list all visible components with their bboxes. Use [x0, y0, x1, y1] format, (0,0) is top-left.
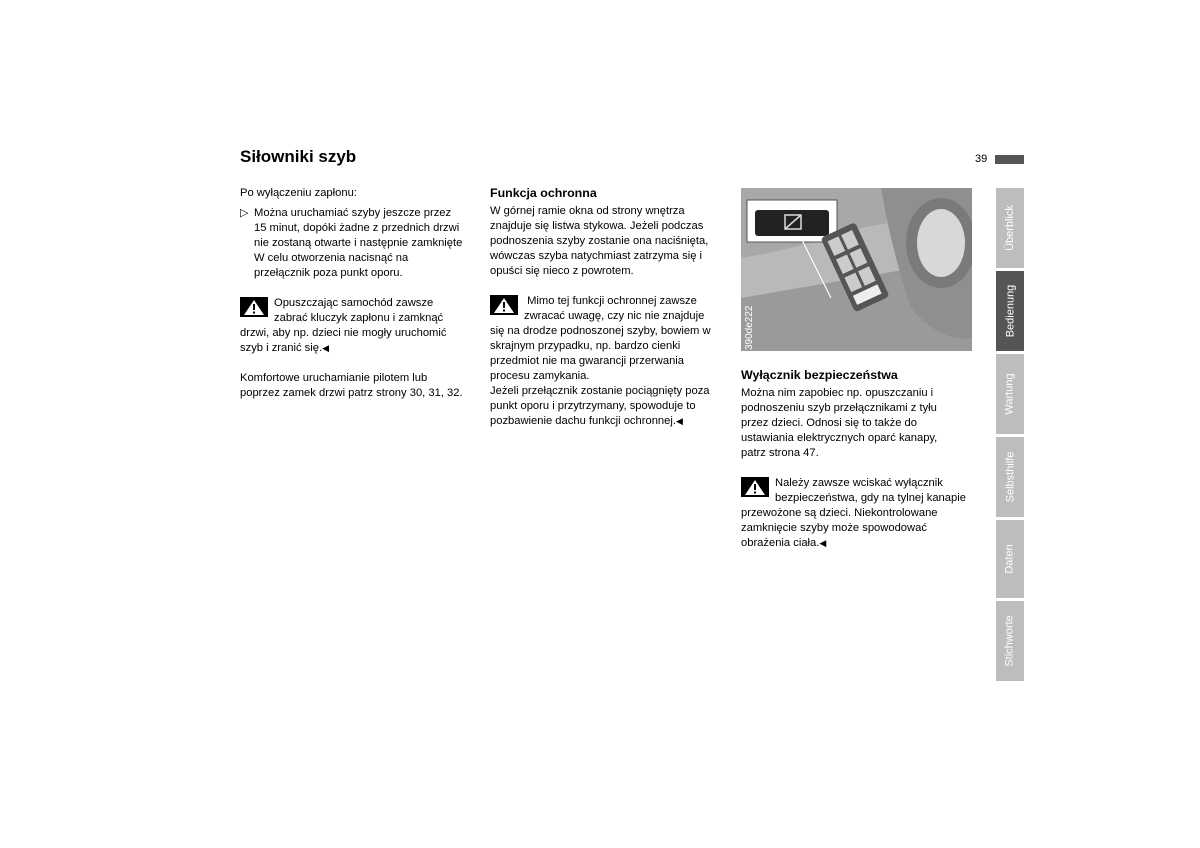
para-line: przez dzieci. Odnosi się to także do — [741, 417, 917, 429]
warning-line: Opuszczając samochód zawsze — [274, 297, 434, 309]
warning-block — [490, 294, 730, 429]
photo-code: 390de222 — [744, 305, 755, 350]
warning-line: Należy zawsze wciskać wyłącznik — [775, 477, 943, 489]
page-number: 39 — [975, 153, 988, 165]
para-line: patrz strona 47. — [741, 447, 819, 459]
comfort-line: poprzez zamek drzwi patrz strony 30, 31, 32. — [240, 387, 463, 399]
tab-wartung[interactable]: Wartung — [996, 354, 1024, 434]
safety-paragraph — [741, 386, 986, 461]
para-line: ustawiania elektrycznych oparć kanapy, — [741, 432, 938, 444]
warning-line: szyb i zranić się.◀ — [240, 342, 329, 354]
column-2 — [490, 186, 730, 429]
para-line: Można nim zapobiec np. opuszczaniu i — [741, 387, 934, 399]
warning-block — [240, 296, 480, 356]
column-3 — [741, 368, 986, 551]
page-title: Siłowniki szyb — [240, 147, 357, 166]
tab-ueberblick[interactable]: Überblick — [996, 188, 1024, 268]
end-mark-icon: ◀ — [675, 416, 683, 426]
end-mark-icon: ◀ — [819, 538, 827, 548]
bullet-line: Można uruchamiać szyby jeszcze przez — [254, 207, 452, 219]
warning-line: przewożone są dzieci. Niekontrolowane — [741, 507, 938, 519]
comfort-paragraph — [240, 371, 480, 401]
bullet-item — [240, 206, 480, 281]
warning-line: zamknięcie szyby może spowodować — [741, 522, 927, 534]
warning-line: się na drodze podnoszonej szyby, bowiem w — [490, 325, 711, 337]
page-number-bar — [995, 155, 1024, 164]
warning-triangle-icon — [240, 297, 268, 317]
door-switch-photo — [741, 188, 972, 351]
warning-line: obrażenia ciała.◀ — [741, 537, 827, 549]
warning-line: zabrać kluczyk zapłonu i zamknąć — [274, 312, 444, 324]
para-line: wówczas szyba natychmiast zatrzyma się i — [490, 250, 703, 262]
bullet-arrow-icon: ▷ — [240, 207, 249, 219]
bullet-line: nie zostaną otwarte i następnie zamknięte — [254, 237, 463, 249]
warning-line: skrajnym przypadku, np. bardzo cienki — [490, 340, 681, 352]
end-mark-icon: ◀ — [322, 343, 329, 353]
warning-line: procesu zamykania. — [490, 370, 590, 382]
tab-daten[interactable]: Daten — [996, 520, 1024, 598]
para-line: opuści się nieco z powrotem. — [490, 265, 634, 277]
tab-bedienung[interactable]: Bedienung — [996, 271, 1024, 351]
column-1 — [240, 186, 480, 401]
warning-line: Mimo tej funkcji ochronnej zawsze — [524, 295, 697, 307]
warning-line: bezpieczeństwa, gdy na tylnej kanapie — [775, 492, 966, 504]
para-line: W górnej ramie okna od strony wnętrza — [490, 205, 685, 217]
protection-paragraph — [490, 204, 730, 279]
para-line: podnoszeniu szyb przełącznikami z tyłu — [741, 402, 937, 414]
section-heading-protection: Funkcja ochronna — [490, 186, 597, 200]
intro-text: Po wyłączeniu zapłonu: — [240, 187, 357, 199]
tab-stichworte[interactable]: Stichworte — [996, 601, 1024, 681]
comfort-line: Komfortowe uruchamianie pilotem lub — [240, 372, 428, 384]
bullet-line: 15 minut, dopóki żadne z przednich drzwi — [254, 222, 460, 234]
warning-line: drzwi, aby np. dzieci nie mogły uruchomić — [240, 327, 447, 339]
para-line: podnoszenia szyby zostanie ona naciśnięta, — [490, 235, 709, 247]
warning-line: Jeżeli przełącznik zostanie pociągnięty poza — [490, 385, 710, 397]
warning-triangle-icon — [490, 295, 518, 315]
warning-line: punkt oporu i przytrzymany, spowoduje to — [490, 400, 696, 412]
para-line: znajduje się listwa stykowa. Jeżeli podczas — [490, 220, 704, 232]
tab-selbsthilfe[interactable]: Selbsthilfe — [996, 437, 1024, 517]
warning-line: pozbawienie dachu funkcji ochronnej.◀ — [490, 415, 683, 427]
bullet-line: przełącznik poza punkt oporu. — [254, 267, 403, 279]
warning-block — [741, 476, 986, 551]
bullet-line: W celu otworzenia nacisnąć na — [254, 252, 409, 264]
warning-line: zwracać uwagę, czy nic nie znajduje — [524, 310, 705, 322]
warning-triangle-icon — [741, 477, 769, 497]
section-heading-safety-switch: Wyłącznik bezpieczeństwa — [741, 368, 898, 382]
warning-line: przedmiot nie ma gwarancji przerwania — [490, 355, 685, 367]
